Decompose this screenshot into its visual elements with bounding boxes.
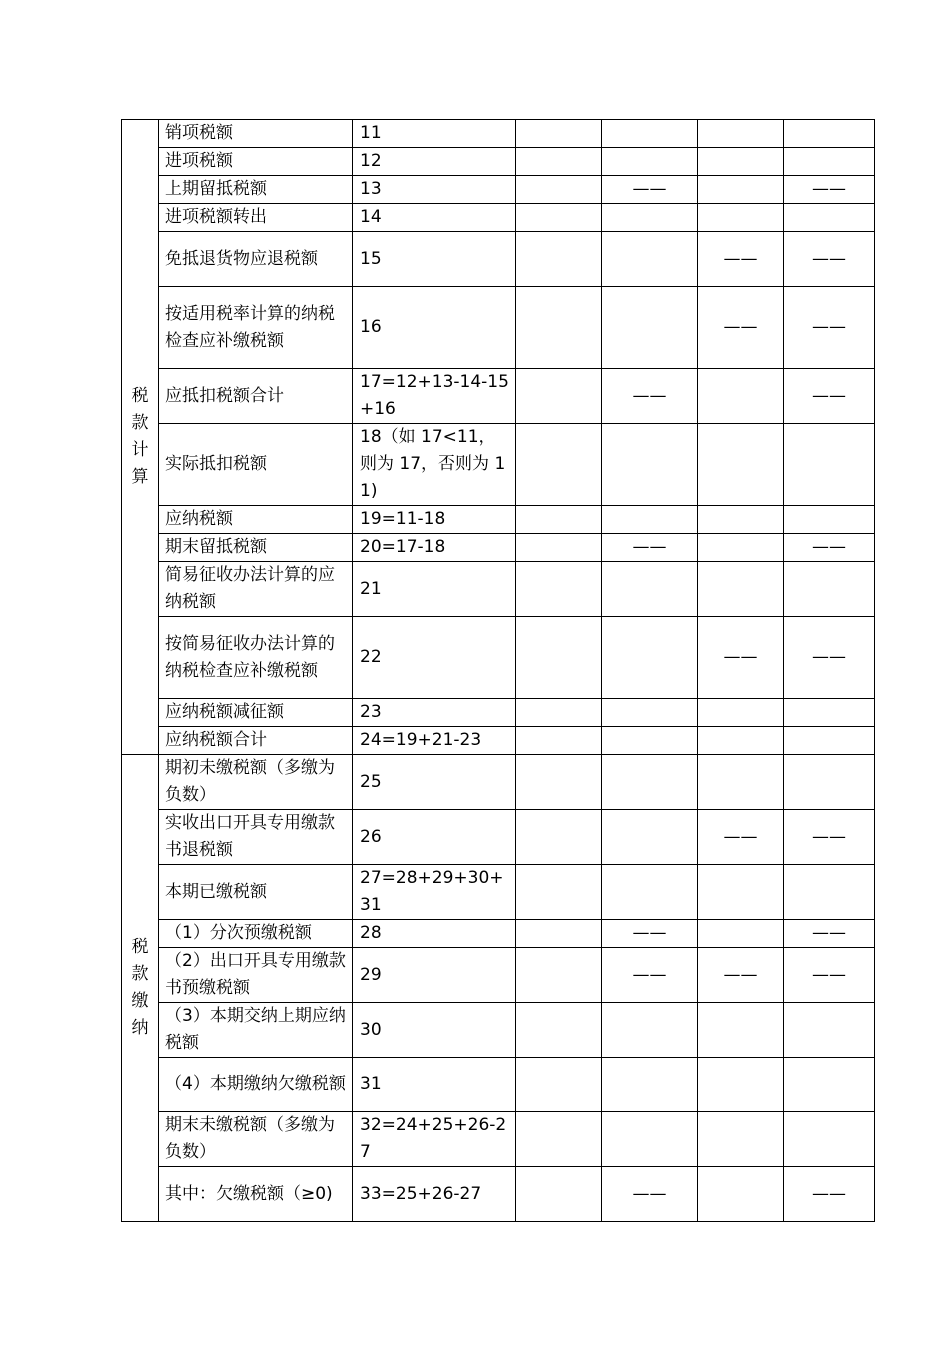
value-cell	[602, 204, 698, 232]
table-row	[122, 1167, 875, 1222]
value-cell	[602, 1112, 698, 1167]
item-label: 其中：欠缴税额（≥0)	[159, 1167, 353, 1222]
value-cell	[698, 1058, 784, 1112]
value-cell	[516, 755, 602, 810]
value-cell: ——	[602, 920, 698, 948]
value-cell	[602, 1003, 698, 1058]
value-cell	[784, 755, 875, 810]
value-cell	[698, 562, 784, 617]
table-row	[122, 1112, 875, 1167]
value-cell	[698, 176, 784, 204]
value-cell: ——	[784, 920, 875, 948]
value-cell	[602, 424, 698, 506]
value-cell	[516, 699, 602, 727]
table-row	[122, 865, 875, 920]
item-label: （3）本期交纳上期应纳税额	[159, 1003, 353, 1058]
item-label: 应纳税额合计	[159, 727, 353, 755]
item-label: 实收出口开具专用缴款书退税额	[159, 810, 353, 865]
line-number-formula: 33=25+26-27	[353, 1167, 516, 1222]
table-row	[122, 562, 875, 617]
line-number-formula: 31	[353, 1058, 516, 1112]
tax-return-table	[121, 119, 875, 1222]
value-cell	[602, 120, 698, 148]
line-number-formula: 27=28+29+30+31	[353, 865, 516, 920]
value-cell	[516, 506, 602, 534]
value-cell: ——	[784, 287, 875, 369]
line-number-formula: 16	[353, 287, 516, 369]
line-number-formula: 11	[353, 120, 516, 148]
line-number-formula: 26	[353, 810, 516, 865]
item-label: 进项税额转出	[159, 204, 353, 232]
value-cell	[602, 755, 698, 810]
item-label: 应纳税额减征额	[159, 699, 353, 727]
line-number-formula: 12	[353, 148, 516, 176]
value-cell: ——	[784, 810, 875, 865]
value-cell	[602, 562, 698, 617]
item-label: （1）分次预缴税额	[159, 920, 353, 948]
item-label: 实际抵扣税额	[159, 424, 353, 506]
value-cell	[516, 617, 602, 699]
table-row	[122, 148, 875, 176]
item-label: 上期留抵税额	[159, 176, 353, 204]
value-cell	[784, 148, 875, 176]
value-cell: ——	[784, 369, 875, 424]
table-row	[122, 176, 875, 204]
table-row	[122, 617, 875, 699]
item-label: 销项税额	[159, 120, 353, 148]
value-cell	[784, 699, 875, 727]
value-cell	[602, 699, 698, 727]
table-row	[122, 1003, 875, 1058]
value-cell	[602, 865, 698, 920]
value-cell	[516, 1112, 602, 1167]
section-label	[122, 755, 159, 1222]
value-cell	[784, 506, 875, 534]
value-cell	[784, 1112, 875, 1167]
value-cell	[784, 120, 875, 148]
value-cell	[602, 148, 698, 176]
value-cell	[516, 810, 602, 865]
value-cell	[698, 699, 784, 727]
value-cell	[516, 287, 602, 369]
value-cell: ——	[784, 232, 875, 287]
value-cell: ——	[698, 232, 784, 287]
value-cell	[698, 1167, 784, 1222]
line-number-formula: 25	[353, 755, 516, 810]
value-cell: ——	[784, 617, 875, 699]
table-row	[122, 506, 875, 534]
value-cell	[784, 1003, 875, 1058]
line-number-formula: 24=19+21-23	[353, 727, 516, 755]
value-cell	[784, 865, 875, 920]
value-cell	[698, 920, 784, 948]
line-number-formula: 17=12+13-14-15+16	[353, 369, 516, 424]
table-row	[122, 1058, 875, 1112]
line-number-formula: 30	[353, 1003, 516, 1058]
table-row	[122, 810, 875, 865]
value-cell: ——	[784, 948, 875, 1003]
value-cell: ——	[602, 948, 698, 1003]
value-cell	[602, 287, 698, 369]
line-number-formula: 21	[353, 562, 516, 617]
value-cell	[602, 232, 698, 287]
value-cell	[602, 810, 698, 865]
value-cell: ——	[602, 176, 698, 204]
value-cell	[516, 204, 602, 232]
value-cell	[698, 506, 784, 534]
value-cell	[516, 148, 602, 176]
item-label: 本期已缴税额	[159, 865, 353, 920]
line-number-formula: 15	[353, 232, 516, 287]
value-cell	[516, 534, 602, 562]
value-cell	[516, 369, 602, 424]
item-label: 按简易征收办法计算的纳税检查应补缴税额	[159, 617, 353, 699]
table-row	[122, 727, 875, 755]
value-cell: ——	[698, 948, 784, 1003]
section-label-text: 税款缴纳	[131, 937, 149, 1038]
table-row	[122, 699, 875, 727]
value-cell	[698, 120, 784, 148]
value-cell	[784, 424, 875, 506]
table-row	[122, 948, 875, 1003]
table-row	[122, 232, 875, 287]
value-cell	[698, 534, 784, 562]
line-number-formula: 28	[353, 920, 516, 948]
value-cell	[698, 727, 784, 755]
line-number-formula: 14	[353, 204, 516, 232]
value-cell: ——	[784, 1167, 875, 1222]
value-cell	[516, 948, 602, 1003]
item-label: 期初未缴税额（多缴为负数）	[159, 755, 353, 810]
value-cell	[516, 232, 602, 287]
value-cell: ——	[698, 287, 784, 369]
line-number-formula: 22	[353, 617, 516, 699]
value-cell	[516, 120, 602, 148]
item-label: （2）出口开具专用缴款书预缴税额	[159, 948, 353, 1003]
item-label: 进项税额	[159, 148, 353, 176]
table-row	[122, 120, 875, 148]
table-row	[122, 287, 875, 369]
table-row	[122, 424, 875, 506]
table-row	[122, 920, 875, 948]
value-cell	[602, 727, 698, 755]
value-cell	[784, 562, 875, 617]
value-cell	[516, 1003, 602, 1058]
value-cell	[516, 865, 602, 920]
value-cell: ——	[698, 810, 784, 865]
item-label: 期末未缴税额（多缴为负数）	[159, 1112, 353, 1167]
value-cell	[784, 204, 875, 232]
value-cell	[698, 755, 784, 810]
value-cell: ——	[698, 617, 784, 699]
section-label	[122, 120, 159, 755]
value-cell	[602, 1058, 698, 1112]
value-cell	[698, 1003, 784, 1058]
value-cell	[698, 424, 784, 506]
item-label: 应抵扣税额合计	[159, 369, 353, 424]
value-cell: ——	[602, 534, 698, 562]
line-number-formula: 23	[353, 699, 516, 727]
table-row	[122, 204, 875, 232]
value-cell: ——	[602, 1167, 698, 1222]
line-number-formula: 32=24+25+26-27	[353, 1112, 516, 1167]
item-label: 期末留抵税额	[159, 534, 353, 562]
table-row	[122, 534, 875, 562]
value-cell	[698, 1112, 784, 1167]
value-cell	[602, 617, 698, 699]
value-cell	[698, 865, 784, 920]
table-row	[122, 369, 875, 424]
value-cell	[516, 424, 602, 506]
line-number-formula: 20=17-18	[353, 534, 516, 562]
value-cell	[516, 727, 602, 755]
value-cell: ——	[784, 534, 875, 562]
item-label: （4）本期缴纳欠缴税额	[159, 1058, 353, 1112]
line-number-formula: 13	[353, 176, 516, 204]
line-number-formula: 19=11-18	[353, 506, 516, 534]
line-number-formula: 29	[353, 948, 516, 1003]
value-cell	[698, 148, 784, 176]
value-cell	[602, 506, 698, 534]
line-number-formula: 18（如 17<11，则为 17，否则为 11)	[353, 424, 516, 506]
value-cell	[698, 369, 784, 424]
item-label: 应纳税额	[159, 506, 353, 534]
section-label-text: 税款计算	[131, 386, 149, 487]
item-label: 简易征收办法计算的应纳税额	[159, 562, 353, 617]
value-cell	[516, 920, 602, 948]
value-cell	[698, 204, 784, 232]
value-cell	[516, 1058, 602, 1112]
item-label: 免抵退货物应退税额	[159, 232, 353, 287]
value-cell	[516, 562, 602, 617]
table-row	[122, 755, 875, 810]
item-label: 按适用税率计算的纳税检查应补缴税额	[159, 287, 353, 369]
value-cell	[784, 1058, 875, 1112]
value-cell	[784, 727, 875, 755]
value-cell: ——	[784, 176, 875, 204]
value-cell	[516, 176, 602, 204]
value-cell	[516, 1167, 602, 1222]
value-cell: ——	[602, 369, 698, 424]
